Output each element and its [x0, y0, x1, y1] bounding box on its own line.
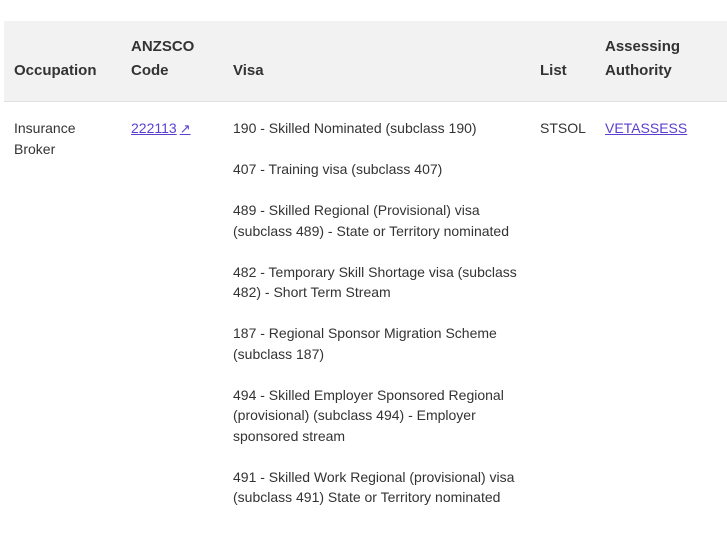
list-item: 482 - Temporary Skill Shortage visa (subclass 482) - Short Term Stream: [233, 263, 517, 300]
cell-anzsco-code: [131, 118, 221, 140]
list-item: 190 - Skilled Nominated (subclass 190): [233, 120, 477, 136]
header-list: List: [540, 62, 567, 79]
visa-list: [233, 118, 533, 508]
occupation-table: [4, 21, 727, 505]
header-visa: Visa: [233, 62, 264, 79]
list-item: 491 - Skilled Work Regional (provisional) visa (subclass 491) State or Territory nominated: [233, 468, 515, 505]
cell-assessing-authority: [605, 118, 725, 139]
list-item: 407 - Training visa (subclass 407): [233, 161, 443, 177]
header-anzsco-code: ANZSCO Code: [131, 38, 195, 79]
external-link-icon: ↗: [179, 121, 191, 136]
table-header: [4, 21, 727, 102]
anzsco-code-link[interactable]: 222113 ↗: [131, 120, 191, 136]
cell-occupation: Insurance Broker: [14, 120, 76, 157]
assessing-authority-link[interactable]: VETASSESS: [605, 120, 688, 136]
header-occupation: Occupation: [14, 62, 97, 79]
list-item: 187 - Regional Sponsor Migration Scheme (subclass 187): [233, 325, 497, 362]
cell-list: STSOL: [540, 120, 586, 136]
cell-visa: [233, 118, 533, 528]
list-item: 494 - Skilled Employer Sponsored Regional (provisional) (subclass 494) - Employer sponsored stream: [233, 386, 504, 444]
header-assessing-authority: Assessing Authority: [605, 38, 681, 79]
list-item: 489 - Skilled Regional (Provisional) visa (subclass 489) - State or Territory nominated: [233, 202, 509, 239]
